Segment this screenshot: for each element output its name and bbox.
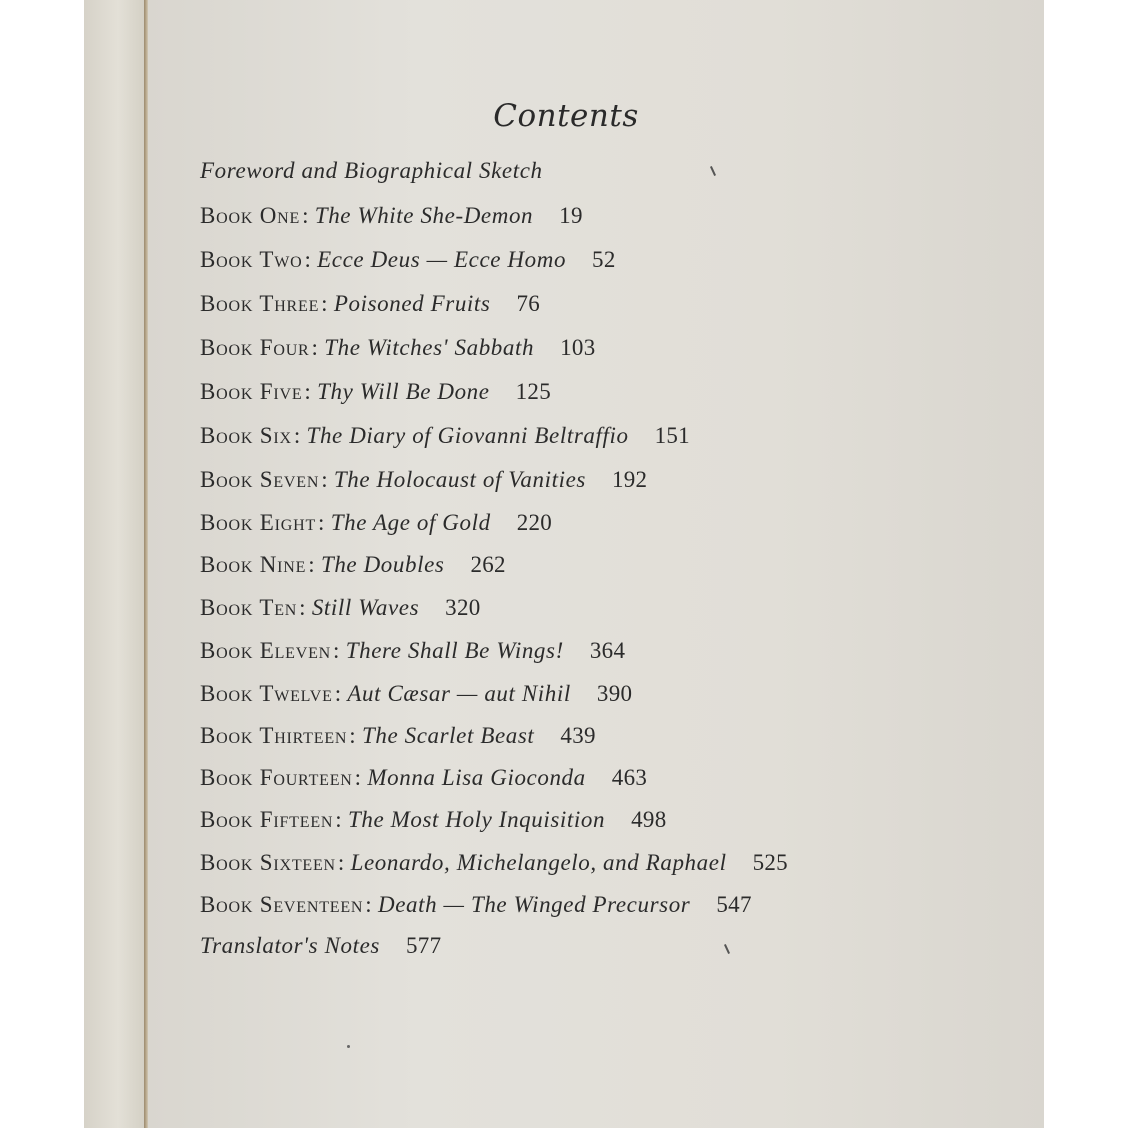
toc-entry: Book Eight: The Age of Gold 220 bbox=[200, 510, 553, 535]
toc-book-label: Book Fourteen bbox=[200, 765, 353, 790]
toc-title: Aut Cæsar — aut Nihil bbox=[347, 681, 571, 706]
toc-entry: Book Nine: The Doubles 262 bbox=[200, 552, 506, 577]
toc-entry: Book Ten: Still Waves 320 bbox=[200, 595, 481, 620]
toc-book-label: Book Seven bbox=[200, 467, 320, 492]
toc-title: The Most Holy Inquisition bbox=[347, 807, 606, 832]
toc-book-label: Book Eleven bbox=[200, 638, 332, 663]
paper-speck bbox=[347, 1045, 350, 1048]
contents-heading: Contents bbox=[493, 98, 639, 134]
toc-title: Thy Will Be Done bbox=[317, 379, 490, 404]
toc-title: Leonardo, Michelangelo, and Raphael bbox=[350, 850, 727, 875]
toc-title: Translator's Notes bbox=[200, 933, 380, 958]
toc-page-number: 103 bbox=[560, 335, 596, 360]
toc-page-number: 364 bbox=[589, 638, 626, 663]
toc-entry: Book Four: The Witches' Sabbath 103 bbox=[200, 335, 596, 360]
toc-book-label: Book Three bbox=[200, 291, 320, 316]
toc-page-number: 547 bbox=[716, 892, 752, 917]
toc-entry: Book Twelve: Aut Cæsar — aut Nihil 390 bbox=[200, 681, 633, 706]
toc-page-number: 76 bbox=[516, 291, 541, 316]
toc-entry-notes bbox=[200, 933, 441, 959]
toc-page-number: 498 bbox=[631, 807, 667, 832]
toc-book-label: Book Eight bbox=[200, 510, 317, 535]
toc-page-number: 52 bbox=[592, 247, 616, 272]
toc-book-label: Book Thirteen bbox=[200, 723, 348, 748]
book-gutter bbox=[144, 0, 148, 1128]
toc-entry: Book Five: Thy Will Be Done 125 bbox=[200, 379, 552, 404]
toc-page-number: 390 bbox=[596, 681, 633, 706]
toc-title: Poisoned Fruits bbox=[333, 291, 491, 316]
toc-book-label: Book One bbox=[200, 203, 301, 228]
toc-book-label: Book Nine bbox=[200, 552, 307, 577]
toc-page-number: 19 bbox=[559, 203, 583, 228]
toc-entry: Book Eleven: There Shall Be Wings! 364 bbox=[200, 638, 626, 663]
toc-entry: Book Two: Ecce Deus — Ecce Homo 52 bbox=[200, 247, 616, 272]
toc-page-number: 320 bbox=[445, 595, 481, 620]
toc-page-number: 262 bbox=[470, 552, 506, 577]
toc-title: Monna Lisa Gioconda bbox=[367, 765, 586, 790]
toc-entry: Book Six: The Diary of Giovanni Beltraffio 151 bbox=[200, 423, 690, 448]
toc-title: The Diary of Giovanni Beltraffio bbox=[306, 423, 629, 448]
toc-title: The Scarlet Beast bbox=[361, 723, 535, 748]
toc-page-number: 151 bbox=[654, 423, 690, 448]
toc-book-label: Book Four bbox=[200, 335, 310, 360]
toc-page-number: 525 bbox=[752, 850, 788, 875]
toc-page-number: 192 bbox=[611, 467, 648, 492]
toc-title: The Age of Gold bbox=[330, 510, 491, 535]
toc-title: The Witches' Sabbath bbox=[324, 335, 535, 360]
toc-book-label: Book Sixteen bbox=[200, 850, 336, 875]
toc-title: Foreword and Biographical Sketch bbox=[200, 158, 543, 183]
toc-title: Death — The Winged Precursor bbox=[377, 892, 691, 917]
toc-title: The Doubles bbox=[320, 552, 445, 577]
toc-page-number: 439 bbox=[560, 723, 596, 748]
toc-title: There Shall Be Wings! bbox=[345, 638, 564, 663]
toc-book-label: Book Seventeen bbox=[200, 892, 364, 917]
toc-title: Still Waves bbox=[311, 595, 420, 620]
toc-entry: Book Thirteen: The Scarlet Beast 439 bbox=[200, 723, 596, 748]
left-page-edge bbox=[84, 0, 146, 1128]
toc-book-label: Book Twelve bbox=[200, 681, 333, 706]
toc-entry: Book One: The White She-Demon 19 bbox=[200, 203, 583, 228]
toc-book-label: Book Ten bbox=[200, 595, 298, 620]
toc-page-number: 220 bbox=[516, 510, 553, 535]
toc-title: The Holocaust of Vanities bbox=[333, 467, 586, 492]
toc-book-label: Book Two bbox=[200, 247, 303, 272]
toc-book-label: Book Five bbox=[200, 379, 303, 404]
toc-entry: Book Sixteen: Leonardo, Michelangelo, and Raphael 525 bbox=[200, 850, 788, 875]
toc-book-label: Book Fifteen bbox=[200, 807, 334, 832]
toc-entry: Book Fifteen: The Most Holy Inquisition 498 bbox=[200, 807, 667, 832]
toc-book-label: Book Six bbox=[200, 423, 292, 448]
toc-entry: Book Three: Poisoned Fruits 76 bbox=[200, 291, 541, 316]
toc-entry-foreword bbox=[200, 158, 543, 184]
toc-page-number: 125 bbox=[515, 379, 552, 404]
toc-entry: Book Seven: The Holocaust of Vanities 192 bbox=[200, 467, 648, 492]
toc-entry: Book Fourteen: Monna Lisa Gioconda 463 bbox=[200, 765, 648, 790]
toc-title: Ecce Deus — Ecce Homo bbox=[317, 247, 567, 272]
toc-entry: Book Seventeen: Death — The Winged Precursor 547 bbox=[200, 892, 752, 917]
toc-page-number: 577 bbox=[405, 933, 442, 958]
toc-title: The White She-Demon bbox=[314, 203, 534, 228]
toc-page-number: 463 bbox=[611, 765, 648, 790]
